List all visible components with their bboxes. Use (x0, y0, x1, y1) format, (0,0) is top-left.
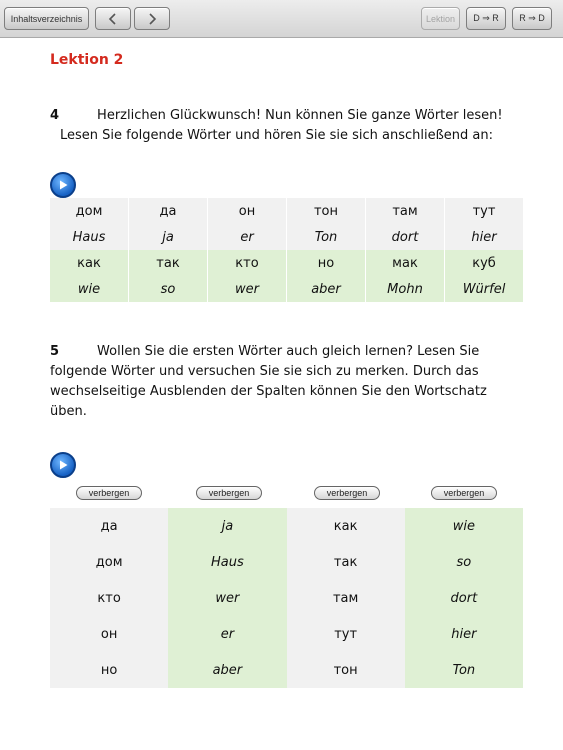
table-row (50, 250, 523, 276)
instruction-line: Herzlichen Glückwunsch! Nun können Sie ganze Wörter lesen! (97, 108, 503, 123)
hide-column-3-button[interactable]: verbergen (314, 486, 380, 500)
table-cell[interactable]: dort (366, 224, 445, 250)
table-cell[interactable]: er (208, 224, 287, 250)
exercise-number: 5 (50, 344, 60, 359)
table-cell[interactable]: Ton (287, 224, 366, 250)
table-cell[interactable]: он (100, 626, 118, 642)
table-row (50, 198, 523, 224)
play-icon (57, 179, 69, 191)
instruction-line: Lesen Sie folgende Wörter und hören Sie sie sich anschließend an: (60, 128, 494, 143)
hide-column-2-button[interactable]: verbergen (196, 486, 262, 500)
table-cell[interactable]: тут (472, 203, 496, 219)
russian-to-german-button[interactable]: R ⇒ D (512, 7, 552, 30)
play-icon (57, 459, 69, 471)
german-to-russian-button[interactable]: D ⇒ R (466, 7, 506, 30)
exercise-number: 4 (50, 108, 60, 123)
hide-column-1-button[interactable]: verbergen (76, 486, 142, 500)
table-cell[interactable]: aber (212, 662, 243, 678)
table-cell[interactable]: wer (215, 590, 240, 606)
table-cell[interactable]: как (50, 250, 129, 276)
table-cell[interactable]: wie (50, 276, 129, 302)
table-cell[interactable]: so (456, 554, 472, 570)
table-cell[interactable]: кто (97, 590, 121, 606)
instruction-line: Wollen Sie die ersten Wörter auch gleich lernen? Lesen Sie (97, 344, 480, 359)
table-cell[interactable]: ja (129, 224, 208, 250)
table-cell[interactable]: да (129, 198, 208, 224)
table-cell[interactable]: но (287, 250, 366, 276)
table-cell[interactable]: мак (366, 250, 445, 276)
table-column-russian (287, 508, 405, 688)
table-of-contents-button[interactable]: Inhaltsverzeichnis (4, 7, 89, 30)
lesson-button[interactable]: Lektion (421, 7, 460, 30)
table-cell[interactable]: Ton (452, 662, 476, 678)
table-cell[interactable]: так (129, 250, 208, 276)
table-cell[interactable]: Haus (50, 224, 129, 250)
table-cell[interactable]: он (208, 198, 287, 224)
table-cell[interactable]: тут (334, 626, 358, 642)
table-cell[interactable]: Würfel (462, 281, 506, 297)
table-cell[interactable]: дом (50, 198, 129, 224)
play-audio-button[interactable] (50, 172, 76, 198)
back-button[interactable] (95, 7, 131, 30)
table-row (50, 276, 523, 302)
lesson-title: Lektion 2 (50, 52, 124, 68)
table-cell[interactable]: как (333, 518, 358, 534)
table-cell[interactable]: да (100, 518, 118, 534)
table-cell[interactable]: куб (472, 255, 496, 271)
table-cell[interactable]: но (100, 662, 118, 678)
table-cell[interactable]: aber (287, 276, 366, 302)
table-cell[interactable]: так (333, 554, 358, 570)
table-cell[interactable]: hier (451, 626, 477, 642)
table-column-russian (50, 508, 168, 688)
table-cell[interactable]: там (332, 590, 359, 606)
play-audio-button[interactable] (50, 452, 76, 478)
arrow-right-icon (145, 12, 159, 26)
forward-button[interactable] (134, 7, 170, 30)
vocabulary-table-exercise-5 (50, 508, 523, 688)
table-column-german (168, 508, 286, 688)
table-cell[interactable]: тон (287, 198, 366, 224)
table-cell[interactable]: дом (95, 554, 123, 570)
table-cell[interactable]: hier (471, 229, 497, 245)
instruction-line: folgende Wörter und versuchen Sie sie sich zu merken. Durch das (50, 364, 479, 379)
arrow-left-icon (106, 12, 120, 26)
table-cell[interactable]: там (366, 198, 445, 224)
table-cell[interactable]: so (129, 276, 208, 302)
table-cell[interactable]: тон (333, 662, 358, 678)
hide-column-4-button[interactable]: verbergen (431, 486, 497, 500)
table-cell[interactable]: ja (221, 518, 234, 534)
instruction-line: üben. (50, 404, 87, 419)
table-cell[interactable]: кто (208, 250, 287, 276)
word-table-exercise-4 (50, 198, 523, 302)
instruction-line: wechselseitige Ausblenden der Spalten können Sie den Wortschatz (50, 384, 487, 399)
exercise-4-instructions (50, 106, 525, 146)
table-cell[interactable]: dort (450, 590, 478, 606)
toolbar (0, 0, 563, 38)
table-cell[interactable]: Haus (210, 554, 244, 570)
table-cell[interactable]: wer (208, 276, 287, 302)
table-column-german (405, 508, 523, 688)
table-row (50, 224, 523, 250)
exercise-5-instructions (50, 342, 525, 422)
table-cell[interactable]: er (220, 626, 235, 642)
table-cell[interactable]: wie (452, 518, 475, 534)
table-cell[interactable]: Mohn (366, 276, 445, 302)
